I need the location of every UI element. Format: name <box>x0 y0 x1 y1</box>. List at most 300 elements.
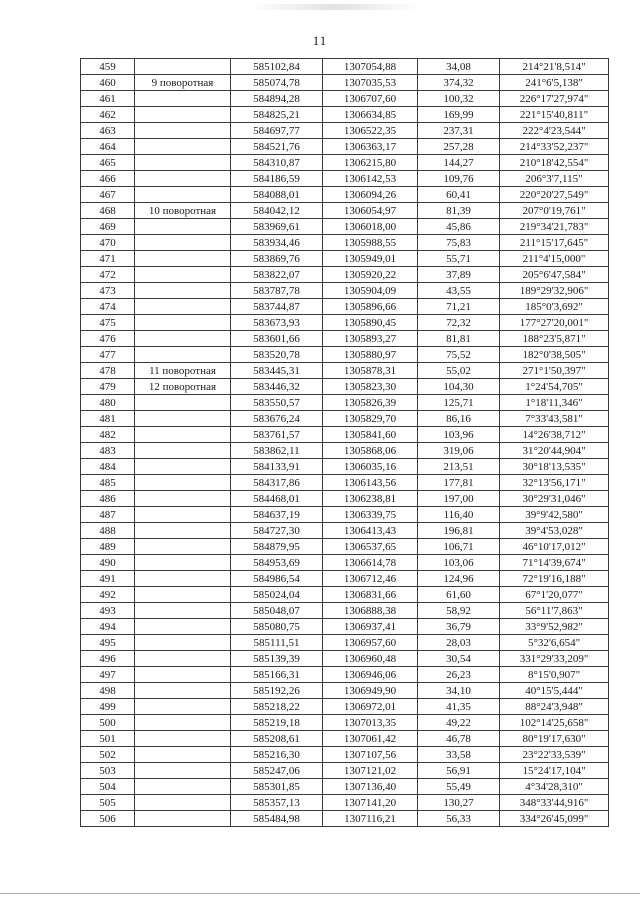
distance-cell: 34,10 <box>418 683 500 699</box>
point-number-cell: 482 <box>81 427 135 443</box>
point-number-cell: 493 <box>81 603 135 619</box>
distance-cell: 33,58 <box>418 747 500 763</box>
x-coordinate-cell: 583744,87 <box>231 299 323 315</box>
direction-angle-cell: 102°14'25,658" <box>500 715 609 731</box>
direction-angle-cell: 348°33'44,916" <box>500 795 609 811</box>
point-number-cell: 475 <box>81 315 135 331</box>
point-name-cell <box>135 139 231 155</box>
direction-angle-cell: 211°15'17,645" <box>500 235 609 251</box>
point-name-cell <box>135 331 231 347</box>
y-coordinate-cell: 1306957,60 <box>323 635 418 651</box>
distance-cell: 103,06 <box>418 555 500 571</box>
distance-cell: 46,78 <box>418 731 500 747</box>
point-number-cell: 465 <box>81 155 135 171</box>
direction-angle-cell: 30°18'13,535" <box>500 459 609 475</box>
table-row <box>81 267 609 283</box>
distance-cell: 86,16 <box>418 411 500 427</box>
y-coordinate-cell: 1306413,43 <box>323 523 418 539</box>
point-name-cell <box>135 155 231 171</box>
y-coordinate-cell: 1305904,09 <box>323 283 418 299</box>
table-row <box>81 219 609 235</box>
point-name-cell <box>135 779 231 795</box>
distance-cell: 26,23 <box>418 667 500 683</box>
direction-angle-cell: 5°32'6,654" <box>500 635 609 651</box>
table-row <box>81 443 609 459</box>
point-name-cell <box>135 587 231 603</box>
distance-cell: 30,54 <box>418 651 500 667</box>
distance-cell: 197,00 <box>418 491 500 507</box>
distance-cell: 55,02 <box>418 363 500 379</box>
x-coordinate-cell: 584637,19 <box>231 507 323 523</box>
x-coordinate-cell: 585216,30 <box>231 747 323 763</box>
y-coordinate-cell: 1306972,01 <box>323 699 418 715</box>
direction-angle-cell: 185°0'3,692" <box>500 299 609 315</box>
table-row <box>81 587 609 603</box>
y-coordinate-cell: 1305893,27 <box>323 331 418 347</box>
point-number-cell: 470 <box>81 235 135 251</box>
y-coordinate-cell: 1306215,80 <box>323 155 418 171</box>
table-row <box>81 699 609 715</box>
x-coordinate-cell: 583934,46 <box>231 235 323 251</box>
y-coordinate-cell: 1305841,60 <box>323 427 418 443</box>
direction-angle-cell: 221°15'40,811" <box>500 107 609 123</box>
y-coordinate-cell: 1305896,66 <box>323 299 418 315</box>
x-coordinate-cell: 584468,01 <box>231 491 323 507</box>
x-coordinate-cell: 583673,93 <box>231 315 323 331</box>
direction-angle-cell: 210°18'42,554" <box>500 155 609 171</box>
direction-angle-cell: 241°6'5,138" <box>500 75 609 91</box>
x-coordinate-cell: 584986,54 <box>231 571 323 587</box>
point-number-cell: 499 <box>81 699 135 715</box>
point-number-cell: 466 <box>81 171 135 187</box>
distance-cell: 75,52 <box>418 347 500 363</box>
distance-cell: 100,32 <box>418 91 500 107</box>
direction-angle-cell: 32°13'56,171" <box>500 475 609 491</box>
distance-cell: 55,71 <box>418 251 500 267</box>
distance-cell: 60,41 <box>418 187 500 203</box>
point-name-cell <box>135 635 231 651</box>
y-coordinate-cell: 1306339,75 <box>323 507 418 523</box>
direction-angle-cell: 7°33'43,581" <box>500 411 609 427</box>
distance-cell: 72,32 <box>418 315 500 331</box>
point-name-cell <box>135 747 231 763</box>
table-row <box>81 475 609 491</box>
table-row <box>81 763 609 779</box>
distance-cell: 28,03 <box>418 635 500 651</box>
point-number-cell: 464 <box>81 139 135 155</box>
x-coordinate-cell: 583869,76 <box>231 251 323 267</box>
point-number-cell: 494 <box>81 619 135 635</box>
direction-angle-cell: 214°33'52,237" <box>500 139 609 155</box>
point-name-cell: 9 поворотная <box>135 75 231 91</box>
point-name-cell <box>135 315 231 331</box>
direction-angle-cell: 46°10'17,012" <box>500 539 609 555</box>
x-coordinate-cell: 585074,78 <box>231 75 323 91</box>
table-row <box>81 107 609 123</box>
table-row <box>81 667 609 683</box>
table-row <box>81 683 609 699</box>
y-coordinate-cell: 1306035,16 <box>323 459 418 475</box>
distance-cell: 56,33 <box>418 811 500 827</box>
direction-angle-cell: 177°27'20,001" <box>500 315 609 331</box>
point-name-cell <box>135 123 231 139</box>
x-coordinate-cell: 585166,31 <box>231 667 323 683</box>
point-number-cell: 474 <box>81 299 135 315</box>
table-row <box>81 363 609 379</box>
direction-angle-cell: 222°4'23,544" <box>500 123 609 139</box>
point-number-cell: 486 <box>81 491 135 507</box>
distance-cell: 41,35 <box>418 699 500 715</box>
y-coordinate-cell: 1307116,21 <box>323 811 418 827</box>
x-coordinate-cell: 585218,22 <box>231 699 323 715</box>
distance-cell: 37,89 <box>418 267 500 283</box>
point-number-cell: 485 <box>81 475 135 491</box>
direction-angle-cell: 206°3'7,115" <box>500 171 609 187</box>
table-row <box>81 331 609 347</box>
y-coordinate-cell: 1306522,35 <box>323 123 418 139</box>
direction-angle-cell: 72°19'16,188" <box>500 571 609 587</box>
y-coordinate-cell: 1305988,55 <box>323 235 418 251</box>
x-coordinate-cell: 585024,04 <box>231 587 323 603</box>
y-coordinate-cell: 1305878,31 <box>323 363 418 379</box>
y-coordinate-cell: 1305829,70 <box>323 411 418 427</box>
point-name-cell <box>135 427 231 443</box>
x-coordinate-cell: 583822,07 <box>231 267 323 283</box>
distance-cell: 169,99 <box>418 107 500 123</box>
direction-angle-cell: 205°6'47,584" <box>500 267 609 283</box>
x-coordinate-cell: 584953,69 <box>231 555 323 571</box>
y-coordinate-cell: 1306888,38 <box>323 603 418 619</box>
point-number-cell: 490 <box>81 555 135 571</box>
y-coordinate-cell: 1306238,81 <box>323 491 418 507</box>
y-coordinate-cell: 1306949,90 <box>323 683 418 699</box>
point-name-cell <box>135 411 231 427</box>
point-name-cell <box>135 651 231 667</box>
direction-angle-cell: 189°29'32,906" <box>500 283 609 299</box>
table-row <box>81 731 609 747</box>
point-name-cell <box>135 523 231 539</box>
distance-cell: 58,92 <box>418 603 500 619</box>
y-coordinate-cell: 1306054,97 <box>323 203 418 219</box>
y-coordinate-cell: 1307061,42 <box>323 731 418 747</box>
distance-cell: 125,71 <box>418 395 500 411</box>
distance-cell: 237,31 <box>418 123 500 139</box>
point-name-cell <box>135 251 231 267</box>
y-coordinate-cell: 1307107,56 <box>323 747 418 763</box>
distance-cell: 81,39 <box>418 203 500 219</box>
x-coordinate-cell: 585192,26 <box>231 683 323 699</box>
point-name-cell <box>135 187 231 203</box>
direction-angle-cell: 1°24'54,705" <box>500 379 609 395</box>
point-name-cell <box>135 235 231 251</box>
point-number-cell: 472 <box>81 267 135 283</box>
x-coordinate-cell: 584521,76 <box>231 139 323 155</box>
x-coordinate-cell: 584042,12 <box>231 203 323 219</box>
point-name-cell <box>135 443 231 459</box>
point-number-cell: 460 <box>81 75 135 91</box>
point-name-cell: 12 поворотная <box>135 379 231 395</box>
x-coordinate-cell: 585219,18 <box>231 715 323 731</box>
point-number-cell: 498 <box>81 683 135 699</box>
x-coordinate-cell: 584310,87 <box>231 155 323 171</box>
point-number-cell: 492 <box>81 587 135 603</box>
distance-cell: 144,27 <box>418 155 500 171</box>
point-name-cell <box>135 555 231 571</box>
point-name-cell <box>135 811 231 827</box>
x-coordinate-cell: 585247,06 <box>231 763 323 779</box>
page-edge <box>0 893 640 894</box>
y-coordinate-cell: 1306712,46 <box>323 571 418 587</box>
x-coordinate-cell: 583969,61 <box>231 219 323 235</box>
x-coordinate-cell: 583550,57 <box>231 395 323 411</box>
y-coordinate-cell: 1305868,06 <box>323 443 418 459</box>
direction-angle-cell: 80°19'17,630" <box>500 731 609 747</box>
point-number-cell: 467 <box>81 187 135 203</box>
direction-angle-cell: 8°15'0,907" <box>500 667 609 683</box>
point-number-cell: 481 <box>81 411 135 427</box>
point-name-cell <box>135 395 231 411</box>
y-coordinate-cell: 1306018,00 <box>323 219 418 235</box>
distance-cell: 319,06 <box>418 443 500 459</box>
table-row <box>81 203 609 219</box>
distance-cell: 177,81 <box>418 475 500 491</box>
distance-cell: 213,51 <box>418 459 500 475</box>
x-coordinate-cell: 585102,84 <box>231 59 323 75</box>
direction-angle-cell: 207°0'19,761" <box>500 203 609 219</box>
y-coordinate-cell: 1305890,45 <box>323 315 418 331</box>
x-coordinate-cell: 583676,24 <box>231 411 323 427</box>
y-coordinate-cell: 1307141,20 <box>323 795 418 811</box>
distance-cell: 43,55 <box>418 283 500 299</box>
y-coordinate-cell: 1306946,06 <box>323 667 418 683</box>
distance-cell: 71,21 <box>418 299 500 315</box>
distance-cell: 124,96 <box>418 571 500 587</box>
point-number-cell: 480 <box>81 395 135 411</box>
x-coordinate-cell: 584879,95 <box>231 539 323 555</box>
table-row <box>81 347 609 363</box>
y-coordinate-cell: 1306937,41 <box>323 619 418 635</box>
table-row <box>81 123 609 139</box>
point-name-cell <box>135 283 231 299</box>
point-number-cell: 505 <box>81 795 135 811</box>
table-row <box>81 379 609 395</box>
point-name-cell: 11 поворотная <box>135 363 231 379</box>
y-coordinate-cell: 1307054,88 <box>323 59 418 75</box>
table-row <box>81 59 609 75</box>
point-name-cell <box>135 795 231 811</box>
x-coordinate-cell: 584186,59 <box>231 171 323 187</box>
table-row <box>81 779 609 795</box>
y-coordinate-cell: 1305823,30 <box>323 379 418 395</box>
direction-angle-cell: 214°21'8,514" <box>500 59 609 75</box>
direction-angle-cell: 211°4'15,000" <box>500 251 609 267</box>
table-row <box>81 459 609 475</box>
y-coordinate-cell: 1305949,01 <box>323 251 418 267</box>
distance-cell: 34,08 <box>418 59 500 75</box>
page-number: 11 <box>312 33 328 48</box>
point-number-cell: 463 <box>81 123 135 139</box>
point-number-cell: 479 <box>81 379 135 395</box>
point-name-cell <box>135 299 231 315</box>
direction-angle-cell: 30°29'31,046" <box>500 491 609 507</box>
distance-cell: 61,60 <box>418 587 500 603</box>
x-coordinate-cell: 585484,98 <box>231 811 323 827</box>
point-name-cell <box>135 715 231 731</box>
point-name-cell <box>135 763 231 779</box>
point-number-cell: 504 <box>81 779 135 795</box>
direction-angle-cell: 334°26'45,099" <box>500 811 609 827</box>
y-coordinate-cell: 1306142,53 <box>323 171 418 187</box>
table-row <box>81 811 609 827</box>
y-coordinate-cell: 1305880,97 <box>323 347 418 363</box>
y-coordinate-cell: 1306707,60 <box>323 91 418 107</box>
y-coordinate-cell: 1305826,39 <box>323 395 418 411</box>
y-coordinate-cell: 1307013,35 <box>323 715 418 731</box>
point-number-cell: 477 <box>81 347 135 363</box>
point-number-cell: 497 <box>81 667 135 683</box>
x-coordinate-cell: 585111,51 <box>231 635 323 651</box>
x-coordinate-cell: 585301,85 <box>231 779 323 795</box>
point-number-cell: 501 <box>81 731 135 747</box>
direction-angle-cell: 31°20'44,904" <box>500 443 609 459</box>
table-row <box>81 139 609 155</box>
point-number-cell: 496 <box>81 651 135 667</box>
distance-cell: 257,28 <box>418 139 500 155</box>
distance-cell: 196,81 <box>418 523 500 539</box>
distance-cell: 374,32 <box>418 75 500 91</box>
point-number-cell: 473 <box>81 283 135 299</box>
table-row <box>81 315 609 331</box>
x-coordinate-cell: 583862,11 <box>231 443 323 459</box>
table-row <box>81 427 609 443</box>
point-name-cell <box>135 59 231 75</box>
point-name-cell <box>135 683 231 699</box>
x-coordinate-cell: 585139,39 <box>231 651 323 667</box>
point-name-cell <box>135 91 231 107</box>
distance-cell: 75,83 <box>418 235 500 251</box>
x-coordinate-cell: 584317,86 <box>231 475 323 491</box>
direction-angle-cell: 219°34'21,783" <box>500 219 609 235</box>
point-number-cell: 488 <box>81 523 135 539</box>
y-coordinate-cell: 1306614,78 <box>323 555 418 571</box>
direction-angle-cell: 88°24'3,948" <box>500 699 609 715</box>
point-number-cell: 500 <box>81 715 135 731</box>
table-row <box>81 91 609 107</box>
direction-angle-cell: 220°20'27,549" <box>500 187 609 203</box>
point-number-cell: 462 <box>81 107 135 123</box>
point-name-cell <box>135 539 231 555</box>
table-row <box>81 171 609 187</box>
table-row <box>81 523 609 539</box>
direction-angle-cell: 331°29'33,209" <box>500 651 609 667</box>
y-coordinate-cell: 1306634,85 <box>323 107 418 123</box>
x-coordinate-cell: 584133,91 <box>231 459 323 475</box>
scan-artifact <box>250 4 420 10</box>
table-row <box>81 395 609 411</box>
direction-angle-cell: 1°18'11,346" <box>500 395 609 411</box>
distance-cell: 56,91 <box>418 763 500 779</box>
y-coordinate-cell: 1306363,17 <box>323 139 418 155</box>
y-coordinate-cell: 1306143,56 <box>323 475 418 491</box>
point-number-cell: 502 <box>81 747 135 763</box>
point-number-cell: 459 <box>81 59 135 75</box>
point-number-cell: 476 <box>81 331 135 347</box>
x-coordinate-cell: 585048,07 <box>231 603 323 619</box>
table-row <box>81 795 609 811</box>
point-number-cell: 483 <box>81 443 135 459</box>
point-number-cell: 484 <box>81 459 135 475</box>
y-coordinate-cell: 1305920,22 <box>323 267 418 283</box>
table-row <box>81 747 609 763</box>
x-coordinate-cell: 583445,31 <box>231 363 323 379</box>
distance-cell: 81,81 <box>418 331 500 347</box>
table-row <box>81 251 609 267</box>
point-name-cell <box>135 491 231 507</box>
table-row <box>81 619 609 635</box>
point-number-cell: 503 <box>81 763 135 779</box>
y-coordinate-cell: 1306094,26 <box>323 187 418 203</box>
table-row <box>81 539 609 555</box>
point-number-cell: 461 <box>81 91 135 107</box>
x-coordinate-cell: 584697,77 <box>231 123 323 139</box>
direction-angle-cell: 39°4'53,028" <box>500 523 609 539</box>
x-coordinate-cell: 583761,57 <box>231 427 323 443</box>
distance-cell: 36,79 <box>418 619 500 635</box>
table-row <box>81 75 609 91</box>
distance-cell: 104,30 <box>418 379 500 395</box>
x-coordinate-cell: 585357,13 <box>231 795 323 811</box>
y-coordinate-cell: 1307035,53 <box>323 75 418 91</box>
direction-angle-cell: 271°1'50,397" <box>500 363 609 379</box>
x-coordinate-cell: 583446,32 <box>231 379 323 395</box>
direction-angle-cell: 71°14'39,674" <box>500 555 609 571</box>
x-coordinate-cell: 584727,30 <box>231 523 323 539</box>
direction-angle-cell: 182°0'38,505" <box>500 347 609 363</box>
x-coordinate-cell: 584825,21 <box>231 107 323 123</box>
y-coordinate-cell: 1306960,48 <box>323 651 418 667</box>
x-coordinate-cell: 583601,66 <box>231 331 323 347</box>
y-coordinate-cell: 1307121,02 <box>323 763 418 779</box>
point-name-cell <box>135 619 231 635</box>
table-row <box>81 411 609 427</box>
point-number-cell: 506 <box>81 811 135 827</box>
y-coordinate-cell: 1306537,65 <box>323 539 418 555</box>
point-name-cell <box>135 347 231 363</box>
direction-angle-cell: 14°26'38,712" <box>500 427 609 443</box>
table-row <box>81 715 609 731</box>
point-number-cell: 487 <box>81 507 135 523</box>
point-name-cell <box>135 219 231 235</box>
point-name-cell <box>135 459 231 475</box>
point-number-cell: 478 <box>81 363 135 379</box>
point-number-cell: 495 <box>81 635 135 651</box>
x-coordinate-cell: 584894,28 <box>231 91 323 107</box>
point-name-cell <box>135 507 231 523</box>
direction-angle-cell: 67°1'20,077" <box>500 587 609 603</box>
direction-angle-cell: 226°17'27,974" <box>500 91 609 107</box>
distance-cell: 49,22 <box>418 715 500 731</box>
table-row <box>81 299 609 315</box>
point-name-cell <box>135 603 231 619</box>
x-coordinate-cell: 583787,78 <box>231 283 323 299</box>
direction-angle-cell: 39°9'42,580" <box>500 507 609 523</box>
point-number-cell: 471 <box>81 251 135 267</box>
point-name-cell <box>135 731 231 747</box>
direction-angle-cell: 56°11'7,863" <box>500 603 609 619</box>
point-number-cell: 469 <box>81 219 135 235</box>
direction-angle-cell: 4°34'28,310" <box>500 779 609 795</box>
distance-cell: 116,40 <box>418 507 500 523</box>
